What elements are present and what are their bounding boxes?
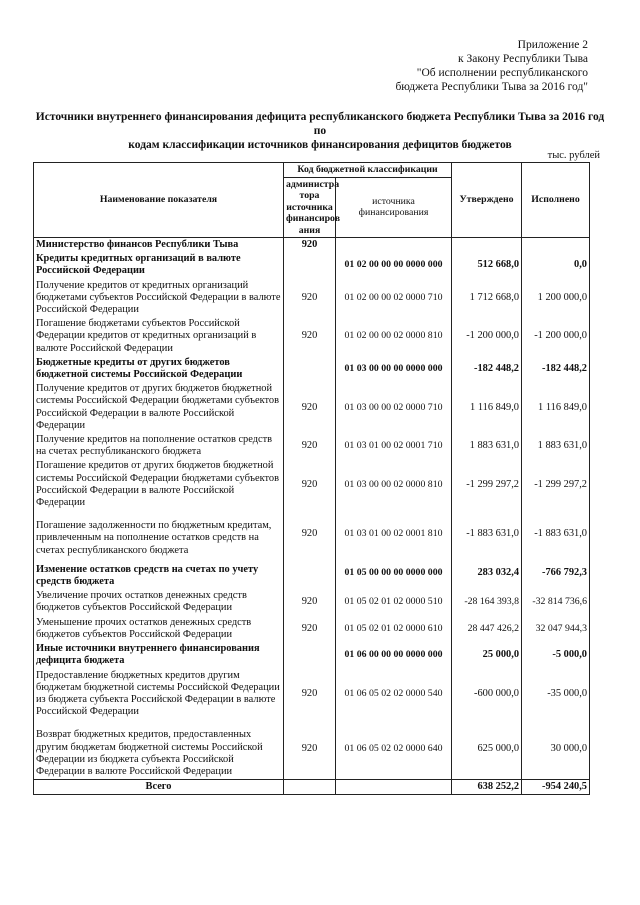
row-name: Предоставление бюджетных кредитов другим бюджетам бюджетной системы Российской Федерации из бюджета субъекта Российской Федерации в валюте Российской Федерации (34, 669, 284, 720)
table-row (34, 382, 590, 433)
row-code: 01 06 05 02 02 0000 640 (336, 719, 452, 779)
financing-sources-table (33, 162, 590, 795)
row-executed: 30 000,0 (522, 719, 590, 779)
table-row (34, 459, 590, 510)
table-body (34, 238, 590, 795)
row-name: Уменьшение прочих остатков денежных средств бюджетов субъектов Российской Федерации (34, 616, 284, 642)
row-executed: -954 240,5 (522, 780, 590, 795)
table-row (34, 589, 590, 615)
row-name: Увеличение прочих остатков денежных средств бюджетов субъектов Российской Федерации (34, 589, 284, 615)
row-executed: -182 448,2 (522, 356, 590, 382)
row-name: Бюджетные кредиты от других бюджетов бюджетной системы Российской Федерации (34, 356, 284, 382)
row-admin: 920 (284, 589, 336, 615)
row-code: 01 03 01 00 02 0001 710 (336, 433, 452, 459)
row-approved: 1 712 668,0 (452, 279, 522, 318)
header-executed: Исполнено (522, 163, 590, 238)
row-approved: -1 883 631,0 (452, 510, 522, 558)
table-row (34, 510, 590, 558)
document-title (30, 110, 610, 152)
table-row (34, 356, 590, 382)
row-admin: 920 (284, 719, 336, 779)
row-executed: 1 116 849,0 (522, 382, 590, 433)
row-approved: 25 000,0 (452, 642, 522, 668)
row-admin: 920 (284, 238, 336, 253)
row-admin: 920 (284, 279, 336, 318)
row-approved: -28 164 393,8 (452, 589, 522, 615)
table-row (34, 669, 590, 720)
row-name: Погашение кредитов от других бюджетов бюджетной системы Российской Федерации бюджетами субъектов Российской Федерации в валюте Российской Федерации (34, 459, 284, 510)
header-source: источника финансирования (336, 177, 452, 238)
header-code-group: Код бюджетной классификации (284, 163, 452, 178)
row-admin (284, 780, 336, 795)
row-admin (284, 252, 336, 278)
row-approved: -182 448,2 (452, 356, 522, 382)
row-executed: 32 047 944,3 (522, 616, 590, 642)
row-code (336, 238, 452, 253)
row-name: Иные источники внутреннего финансирования дефицита бюджета (34, 642, 284, 668)
row-admin (284, 356, 336, 382)
table-row (34, 642, 590, 668)
table-row (34, 433, 590, 459)
row-approved: -600 000,0 (452, 669, 522, 720)
row-executed: 0,0 (522, 252, 590, 278)
row-code (336, 780, 452, 795)
table-row (34, 279, 590, 318)
row-code: 01 05 00 00 00 0000 000 (336, 558, 452, 589)
row-approved: 512 668,0 (452, 252, 522, 278)
row-name: Всего (34, 780, 284, 795)
row-approved: -1 299 297,2 (452, 459, 522, 510)
row-approved: 283 032,4 (452, 558, 522, 589)
appendix-line-1: Приложение 2 (517, 39, 588, 51)
title-line-1: Источники внутреннего финансирования дефицита республиканского бюджета Республики Тыва за 2016 год по (35, 111, 605, 137)
row-executed: -1 883 631,0 (522, 510, 590, 558)
row-admin: 920 (284, 382, 336, 433)
row-name: Кредиты кредитных организаций в валюте Российской Федерации (34, 252, 284, 278)
table-row (34, 558, 590, 589)
table-row (34, 719, 590, 779)
row-approved: 28 447 426,2 (452, 616, 522, 642)
units-label: тыс. рублей (547, 150, 600, 161)
header-approved: Утверждено (452, 163, 522, 238)
row-executed: -1 299 297,2 (522, 459, 590, 510)
row-approved: 1 883 631,0 (452, 433, 522, 459)
row-admin: 920 (284, 317, 336, 356)
table-row (34, 252, 590, 278)
row-code: 01 06 05 02 02 0000 540 (336, 669, 452, 720)
row-approved: 625 000,0 (452, 719, 522, 779)
row-code: 01 03 00 00 02 0000 710 (336, 382, 452, 433)
row-executed: -32 814 736,6 (522, 589, 590, 615)
row-code: 01 03 00 00 00 0000 000 (336, 356, 452, 382)
row-admin (284, 558, 336, 589)
row-name: Получение кредитов на пополнение остатков средств на счетах республиканского бюджета (34, 433, 284, 459)
row-approved: 1 116 849,0 (452, 382, 522, 433)
appendix-line-2: к Закону Республики Тыва (458, 53, 588, 65)
row-name: Погашение задолженности по бюджетным кредитам, привлеченным на пополнение остатков средств на счетах республиканского бюджета (34, 510, 284, 558)
row-executed: 1 883 631,0 (522, 433, 590, 459)
row-admin: 920 (284, 616, 336, 642)
row-code: 01 03 00 00 02 0000 810 (336, 459, 452, 510)
row-name: Погашение бюджетами субъектов Российской Федерации кредитов от кредитных организаций в валюте Российской Федерации (34, 317, 284, 356)
appendix-block (358, 38, 588, 94)
table-row (34, 238, 590, 253)
row-name: Получение кредитов от других бюджетов бюджетной системы Российской Федерации бюджетами субъектов Российской Федерации в валюте Российской Федерации (34, 382, 284, 433)
title-line-2: кодам классификации источников финансирования дефицитов бюджетов (128, 139, 512, 151)
row-executed (522, 238, 590, 253)
row-name: Министерство финансов Республики Тыва (34, 238, 284, 253)
header-admin: администра тора источника финансиров ания (284, 177, 336, 238)
row-admin: 920 (284, 459, 336, 510)
row-admin: 920 (284, 433, 336, 459)
row-name: Изменение остатков средств на счетах по учету средств бюджета (34, 558, 284, 589)
row-executed: -35 000,0 (522, 669, 590, 720)
row-code: 01 05 02 01 02 0000 510 (336, 589, 452, 615)
row-code: 01 02 00 00 02 0000 810 (336, 317, 452, 356)
row-approved (452, 238, 522, 253)
table-row (34, 317, 590, 356)
row-approved: -1 200 000,0 (452, 317, 522, 356)
table-row-total (34, 780, 590, 795)
row-code: 01 06 00 00 00 0000 000 (336, 642, 452, 668)
row-executed: -1 200 000,0 (522, 317, 590, 356)
row-executed: -766 792,3 (522, 558, 590, 589)
row-code: 01 03 01 00 02 0001 810 (336, 510, 452, 558)
table-row (34, 616, 590, 642)
row-code: 01 05 02 01 02 0000 610 (336, 616, 452, 642)
row-code: 01 02 00 00 00 0000 000 (336, 252, 452, 278)
row-admin (284, 642, 336, 668)
appendix-line-4: бюджета Республики Тыва за 2016 год" (395, 81, 588, 93)
row-name: Возврат бюджетных кредитов, предоставленных другим бюджетам бюджетной системы Российской Федерации из бюджета субъекта Российской Федерации в валюте Российской Федерации (34, 719, 284, 779)
header-name: Наименование показателя (34, 163, 284, 238)
row-admin: 920 (284, 510, 336, 558)
row-name: Получение кредитов от кредитных организаций бюджетами субъектов Российской Федерации в валюте Российской Федерации (34, 279, 284, 318)
row-executed: 1 200 000,0 (522, 279, 590, 318)
row-code: 01 02 00 00 02 0000 710 (336, 279, 452, 318)
row-admin: 920 (284, 669, 336, 720)
row-executed: -5 000,0 (522, 642, 590, 668)
appendix-line-3: "Об исполнении республиканского (416, 67, 588, 79)
row-approved: 638 252,2 (452, 780, 522, 795)
